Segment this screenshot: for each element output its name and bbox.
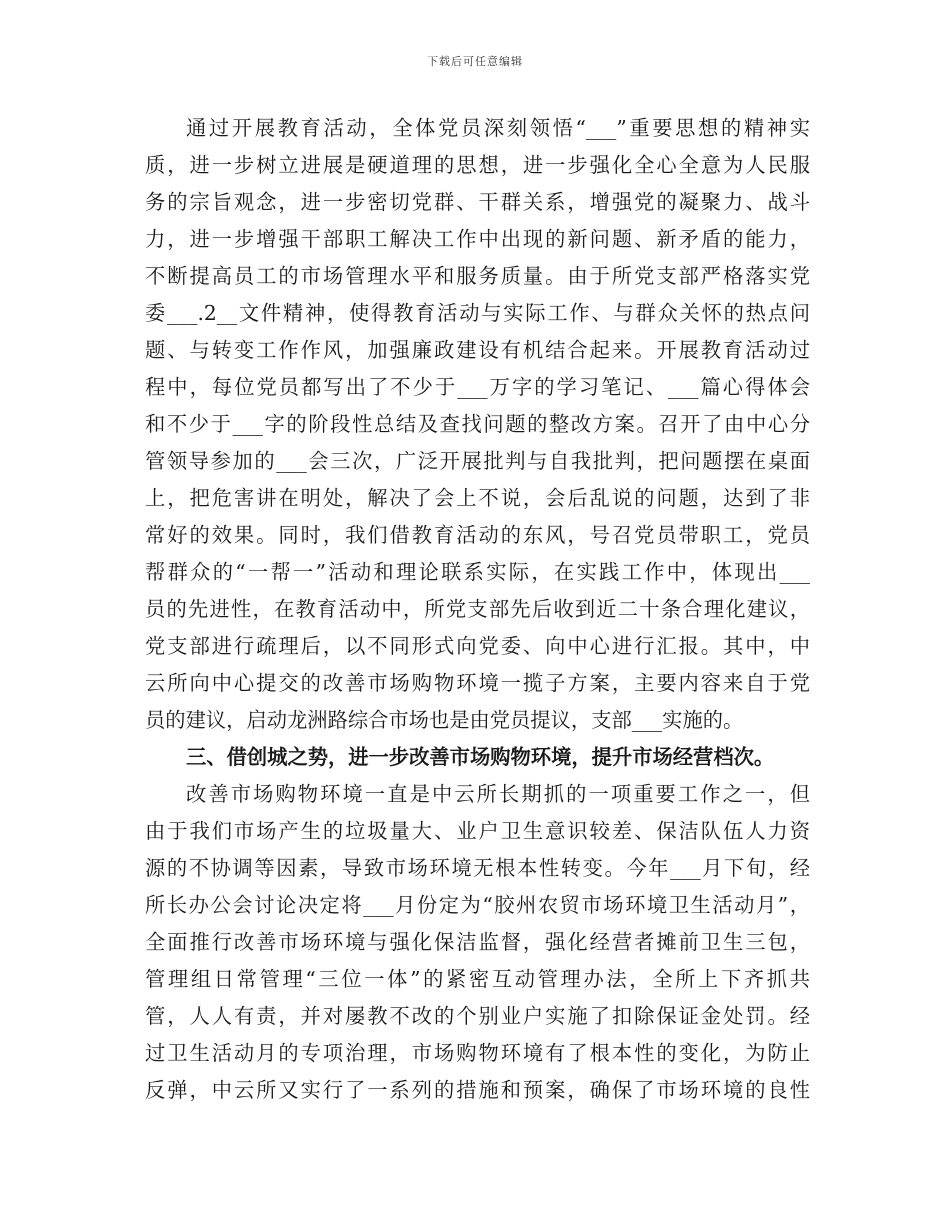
paragraph-education-activity xyxy=(145,110,810,739)
document-body xyxy=(145,110,810,1109)
text-line: 不断提高员工的市场管理水平和服务质量。由于所党支部严格落实党 xyxy=(145,264,810,288)
text-line: 管，人人有责，并对屡教不改的个别业户实施了扣除保证金处罚。经 xyxy=(145,1004,810,1028)
text-line: 力，进一步增强干部职工解决工作中出现的新问题、新矛盾的能力， xyxy=(145,227,810,251)
text-line: 党支部进行疏理后，以不同形式向党委、向中心进行汇报。其中，中 xyxy=(145,634,810,658)
text-line: 管领导参加的___会三次，广泛开展批判与自我批判，把问题摆在桌面 xyxy=(145,449,810,473)
text-line: 由于我们市场产生的垃圾量大、业户卫生意识较差、保洁队伍人力资 xyxy=(145,819,810,843)
text-line: 反弹，中云所又实行了一系列的措施和预案，确保了市场环境的良性 xyxy=(145,1078,810,1102)
text-line: 员的建议，启动龙洲路综合市场也是由党员提议，支部___实施的。 xyxy=(145,708,744,732)
section-heading: 三、借创城之势，进一步改善市场购物环境，提升市场经营档次。 xyxy=(186,745,775,769)
text-line: 过卫生活动月的专项治理，市场购物环境有了根本性的变化，为防止 xyxy=(145,1041,810,1065)
text-line: 改善市场购物环境一直是中云所长期抓的一项重要工作之一，但 xyxy=(186,782,810,806)
text-line: 通过开展教育活动，全体党员深刻领悟“___”重要思想的精神实 xyxy=(186,116,810,140)
text-line: 质，进一步树立进展是硬道理的思想，进一步强化全心全意为人民服 xyxy=(145,153,810,177)
text-line: 常好的效果。同时，我们借教育活动的东风，号召党员带职工，党员 xyxy=(145,523,810,547)
text-line: 全面推行改善市场环境与强化保洁监督，强化经营者摊前卫生三包， xyxy=(145,930,810,954)
text-line: 所长办公会讨论决定将___月份定为“胶州农贸市场环境卫生活动月”， xyxy=(145,893,810,917)
text-line: 务的宗旨观念，进一步密切党群、干群关系，增强党的凝聚力、战斗 xyxy=(145,190,810,214)
text-line: 和不少于___字的阶段性总结及查找问题的整改方案。召开了由中心分 xyxy=(145,412,810,436)
text-line: 管理组日常管理“三位一体”的紧密互动管理办法，全所上下齐抓共 xyxy=(145,967,810,991)
text-line: 上，把危害讲在明处，解决了会上不说，会后乱说的问题，达到了非 xyxy=(145,486,810,510)
text-line: 帮群众的“一帮一”活动和理论联系实际，在实践工作中，体现出___ xyxy=(145,560,810,584)
paragraph-market-environment xyxy=(145,776,810,1109)
text-line: 委___.2__文件精神，使得教育活动与实际工作、与群众关怀的热点问 xyxy=(145,301,810,325)
page-header: 下载后可任意编辑 xyxy=(427,55,523,68)
text-line: 题、与转变工作作风，加强廉政建设有机结合起来。开展教育活动过 xyxy=(145,338,810,362)
text-line: 程中，每位党员都写出了不少于___万字的学习笔记、___篇心得体会 xyxy=(145,375,810,399)
text-line: 源的不协调等因素，导致市场环境无根本性转变。今年___月下旬，经 xyxy=(145,856,810,880)
text-line: 云所向中心提交的改善市场购物环境一揽子方案，主要内容来自于党 xyxy=(145,671,810,695)
text-line: 员的先进性，在教育活动中，所党支部先后收到近二十条合理化建议， xyxy=(145,597,810,621)
